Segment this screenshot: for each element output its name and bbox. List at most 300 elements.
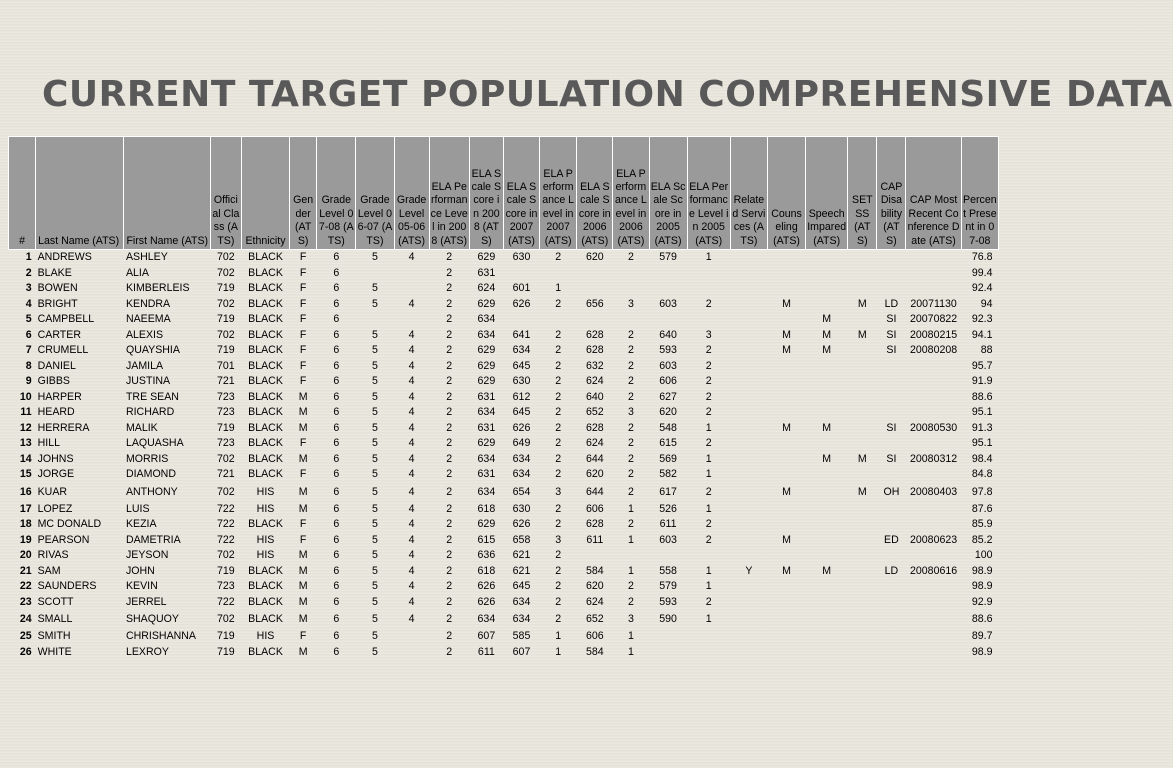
col-header[interactable]: ELA Scale Score in 2006 (ATS) [577,137,613,250]
table-cell-elaPL06: 1 [627,630,634,642]
col-header[interactable]: Counseling (ATS) [767,137,805,250]
table-cell-speech [806,374,848,390]
table-row[interactable] [9,610,999,629]
table-cell-pct: 76.8 [971,251,993,263]
table-cell-g0708: 6 [333,485,340,498]
table-cell-pct: 88 [980,344,993,356]
col-header[interactable]: ELA Performance Level in 2005 (ATS) [687,137,730,250]
slide-title: CURRENT TARGET POPULATION COMPREHENSIVE DATA [42,74,1173,115]
col-header[interactable]: Grade Level 06-07 (ATS) [356,137,394,250]
table-cell-g0607: 5 [371,282,378,294]
table-row[interactable] [9,645,999,661]
table-cell-related [730,502,767,518]
table-cell-capdate: 20071130 [910,297,957,310]
table-cell-related [730,343,767,359]
table-cell-elaSS08: 634 [477,452,496,465]
col-header[interactable]: Official Class (ATS) [210,137,241,250]
table-cell-elaSS07: 658 [512,533,531,546]
col-header[interactable]: ELA Scale Score in 2008 (ATS) [469,137,503,250]
table-cell-elaSS08: 634 [477,613,496,625]
table-cell-elaSS08: 615 [477,533,496,546]
table-cell-elaPL08: 2 [446,564,453,577]
table-cell-elaPL05: 1 [705,421,712,434]
table-cell-class: 722 [217,502,235,515]
table-cell-elaSS07: 645 [512,580,531,592]
col-header[interactable]: Grade Level 07-08 (ATS) [317,137,356,250]
table-cell-elaSS06: 656 [585,297,604,310]
table-cell-g0506: 4 [408,468,415,480]
table-cell-g0506: 4 [408,533,415,546]
table-cell-first: JERREL [125,595,167,608]
table-cell-elaSS07 [503,266,539,282]
table-cell-g0708: 6 [333,328,340,341]
table-cell-eth: BLACK [248,580,283,592]
table-cell-elaPL08: 2 [446,518,453,530]
table-cell-num: 6 [25,328,32,341]
table-cell-elaSS06: 640 [585,390,604,403]
table-cell-gender: F [299,328,307,341]
table-cell-elaSS05: 590 [659,613,677,625]
table-cell-elaPL05: 2 [705,359,712,372]
table-cell-gender: M [298,549,308,561]
table-cell-gender: F [299,518,307,530]
table-cell-gender: F [299,533,307,546]
table-cell-first: JOHN [125,564,155,577]
col-header[interactable]: Speech Impared (ATS) [806,137,848,250]
table-cell-first: ASHLEY [125,251,168,263]
table-cell-setss [848,266,877,282]
table-cell-num: 21 [19,564,32,577]
table-cell-capdate [906,374,961,390]
table-cell-g0708: 6 [333,313,340,325]
table-cell-elaPL07: 2 [555,564,562,577]
table-cell-elaSS08: 634 [477,313,496,325]
table-cell-elaPL08: 2 [446,595,453,608]
table-row[interactable] [9,312,999,328]
table-cell-couns [767,467,805,483]
table-cell-first: KEVIN [125,580,158,592]
table-cell-couns [767,595,805,611]
table-cell-elaSS08: 631 [477,421,496,434]
table-cell-elaSS05 [649,629,687,645]
table-cell-elaPL05 [687,645,730,661]
table-cell-couns [767,281,805,297]
table-cell-gender: M [298,564,308,577]
table-cell-g0607: 5 [371,549,378,561]
table-cell-elaSS06: 611 [586,533,604,546]
table-cell-last: PEARSON [37,533,90,546]
table-cell-setss [848,359,877,375]
table-row[interactable] [9,483,999,502]
col-header[interactable]: ELA Scale Score in 2007 (ATS) [503,137,539,250]
table-cell-related: Y [745,564,753,577]
table-cell-elaSS07: 621 [512,564,531,577]
table-cell-gender: M [298,645,308,658]
table-cell-last: BOWEN [37,282,78,294]
table-cell-pct: 94.1 [971,328,993,341]
table-cell-speech [806,436,848,452]
table-cell-first: JUSTINA [125,375,171,387]
table-cell-last: GIBBS [37,375,70,387]
table-cell-g0506: 4 [408,564,415,577]
table-cell-elaSS06: 628 [585,518,604,530]
table-row[interactable] [9,390,999,406]
table-cell-speech [806,266,848,282]
table-cell-speech [806,610,848,629]
table-cell-eth: BLACK [248,344,283,356]
table-cell-last: BRIGHT [37,297,78,310]
table-cell-elaSS08: 629 [477,297,496,310]
table-cell-g0708: 6 [333,344,340,356]
col-header[interactable]: Ethnicity [241,137,289,250]
table-cell-elaPL08: 2 [446,452,453,465]
table-cell-g0506: 4 [408,502,415,515]
table-cell-num: 1 [25,251,32,263]
table-row[interactable] [9,452,999,468]
table-cell-class: 702 [217,251,235,263]
table-cell-eth: HIS [256,485,275,498]
table-cell-setss [848,312,877,328]
table-cell-g0708: 6 [333,282,340,294]
table-row[interactable] [9,548,999,564]
table-cell-num: 25 [19,630,32,642]
col-header[interactable]: Grade Level 05-06 (ATS) [394,137,429,250]
col-header[interactable]: # [9,137,36,250]
table-cell-gender: F [299,313,307,325]
table-cell-elaSS06 [577,312,613,328]
table-cell-elaPL08: 2 [446,437,453,449]
table-row[interactable] [9,281,999,297]
table-cell-last: HARPER [37,390,82,403]
table-cell-elaPL06 [613,312,649,328]
table-cell-elaSS07: 634 [512,595,531,608]
table-cell-related [730,374,767,390]
table-cell-elaSS06: 652 [585,406,604,418]
table-cell-class: 702 [217,452,235,465]
table-cell-elaSS07: 607 [512,645,531,658]
table-cell-couns [767,359,805,375]
table-cell-class: 721 [217,468,235,480]
table-cell-eth: BLACK [248,313,283,325]
table-row[interactable] [9,266,999,282]
table-row[interactable] [9,564,999,580]
table-cell-speech [806,483,848,502]
table-cell-elaPL08: 2 [446,421,453,434]
table-cell-speech [806,467,848,483]
table-cell-elaPL05: 2 [705,297,712,310]
table-cell-g0506: 4 [408,251,415,263]
table-cell-speech [806,533,848,549]
table-cell-elaSS08: 629 [477,437,496,449]
table-cell-elaSS06: 632 [585,359,604,372]
table-cell-elaPL06: 2 [627,328,634,341]
table-cell-elaPL05: 2 [705,485,712,498]
table-cell-gender: F [299,630,307,642]
col-header[interactable]: First Name (ATS) [124,137,210,250]
table-cell-class: 701 [217,359,235,372]
table-cell-elaSS05: 548 [659,421,677,434]
table-cell-elaSS08: 629 [477,251,496,263]
col-header[interactable]: ELA Performance Level in 2008 (ATS) [429,137,469,250]
col-header[interactable]: Percent Present in 07-08 [961,137,998,250]
table-row[interactable] [9,297,999,313]
table-cell-g0506: 4 [408,390,415,403]
table-cell-elaSS08: 611 [477,645,495,658]
table-cell-g0708: 6 [333,518,340,530]
table-cell-gender: M [298,485,308,498]
table-cell-elaPL06: 1 [627,564,634,577]
table-cell-eth: BLACK [248,452,283,465]
table-row[interactable] [9,343,999,359]
table-cell-elaSS07: 626 [512,518,531,530]
table-row[interactable] [9,502,999,518]
table-cell-capdis [877,467,906,483]
table-cell-elaPL06: 1 [627,502,634,515]
table-cell-elaSS05: 526 [659,502,677,515]
table-cell-gender: F [299,344,307,356]
table-cell-num: 8 [25,359,32,372]
table-cell-elaPL06: 2 [627,375,634,387]
table-cell-g0506: 4 [408,375,415,387]
table-cell-setss: M [857,485,867,498]
table-cell-setss [848,595,877,611]
table-row[interactable] [9,405,999,421]
table-cell-capdis: SI [886,328,897,341]
table-cell-g0607 [356,312,394,328]
table-cell-couns [767,548,805,564]
table-cell-elaSS08: 629 [477,518,496,530]
table-cell-couns [767,390,805,406]
table-cell-capdate: 20080215 [910,328,958,341]
table-cell-related [730,421,767,437]
table-cell-g0708: 6 [333,375,340,387]
table-body [9,250,999,661]
table-cell-elaPL05: 2 [705,375,712,387]
table-cell-elaPL08: 2 [446,645,453,658]
table-cell-gender: M [298,595,308,608]
table-cell-g0607: 5 [371,406,378,418]
table-cell-elaPL08: 2 [446,533,453,546]
col-header[interactable]: ELA Performance Level in 2007 (ATS) [540,137,577,250]
table-cell-elaSS08: 634 [477,406,496,418]
table-cell-last: HERRERA [37,421,90,434]
table-cell-num: 3 [25,282,32,294]
table-cell-elaSS06 [577,266,613,282]
table-cell-elaSS06: 584 [585,645,604,658]
table-cell-pct: 98.9 [971,580,993,592]
table-cell-elaPL06: 2 [627,390,634,403]
table-cell-couns: M [782,297,791,310]
table-cell-capdis [877,266,906,282]
table-cell-capdis: SI [886,313,897,325]
table-cell-last: CARTER [37,328,81,341]
table-cell-elaSS05: 606 [659,375,677,387]
table-cell-elaSS06: 584 [585,564,604,577]
table-cell-gender: F [299,297,307,310]
table-cell-capdate: 20080616 [910,564,958,577]
table-cell-g0607: 5 [371,421,378,434]
table-cell-related [730,312,767,328]
table-row[interactable] [9,421,999,437]
table-cell-eth: BLACK [248,359,283,372]
table-cell-elaSS05: 615 [659,437,677,449]
table-cell-elaSS08: 631 [477,266,496,279]
table-row[interactable] [9,517,999,533]
table-cell-last: BLAKE [37,266,72,279]
table-cell-class: 702 [217,613,235,625]
table-cell-elaPL07: 3 [555,485,562,498]
table-cell-g0506: 4 [408,613,415,625]
table-cell-pct: 84.8 [971,468,993,480]
table-row[interactable] [9,579,999,595]
table-cell-first: DIAMOND [125,468,176,480]
table-cell-g0607: 5 [371,518,378,530]
table-cell-setss [848,467,877,483]
table-row[interactable] [9,467,999,483]
table-cell-related [730,452,767,468]
table-cell-class: 702 [217,549,235,561]
table-cell-num: 20 [19,549,32,561]
table-cell-g0506: 4 [408,580,415,592]
table-cell-class: 702 [217,328,235,341]
table-cell-elaPL07: 1 [555,645,562,658]
table-cell-g0506: 4 [408,595,415,608]
table-cell-last: SMITH [37,630,71,642]
col-header[interactable]: CAP Disability (ATS) [877,137,906,250]
table-cell-pct: 98.4 [971,452,993,465]
table-cell-g0708: 6 [333,630,340,642]
table-cell-elaSS06: 606 [585,630,604,642]
table-cell-elaPL06: 2 [627,251,634,263]
table-cell-related [730,595,767,611]
table-cell-g0506 [394,281,429,297]
table-cell-g0506: 4 [408,421,415,434]
table-cell-pct: 92.4 [971,282,993,294]
table-cell-eth: HIS [256,549,275,561]
table-cell-gender: M [298,613,308,625]
table-cell-elaSS05: 579 [659,251,677,263]
table-row[interactable] [9,250,999,266]
table-cell-speech [806,579,848,595]
col-header[interactable]: SETSS (ATS) [848,137,877,250]
table-cell-related [730,250,767,266]
table-cell-num: 13 [19,437,32,449]
table-cell-g0607: 5 [371,533,378,546]
table-cell-elaSS08: 634 [477,485,496,498]
table-row[interactable] [9,533,999,549]
table-row[interactable] [9,328,999,344]
table-cell-g0708: 6 [333,251,340,263]
table-cell-related [730,359,767,375]
table-cell-setss [848,436,877,452]
table-cell-couns [767,452,805,468]
table-cell-last: KUAR [37,485,68,498]
table-row[interactable] [9,436,999,452]
table-cell-num: 26 [19,645,32,658]
table-cell-couns [767,502,805,518]
table-cell-class: 719 [217,344,235,356]
table-cell-capdate [906,629,961,645]
table-cell-g0506: 4 [408,452,415,465]
table-cell-elaPL07: 3 [555,533,562,546]
col-header[interactable]: CAP Most Recent Conference Date (ATS) [906,137,961,250]
table-cell-elaPL05 [687,281,730,297]
table-cell-first: MORRIS [125,452,169,465]
table-cell-capdate: 20080312 [910,452,958,465]
table-row[interactable] [9,359,999,375]
table-cell-elaPL05: 2 [705,533,712,546]
table-cell-class: 723 [217,406,235,418]
table-cell-g0708: 6 [333,564,340,577]
table-cell-elaSS06 [577,281,613,297]
table-cell-capdate [906,595,961,611]
table-cell-num: 14 [19,452,32,465]
table-cell-couns: M [782,421,791,434]
table-cell-elaPL05: 2 [705,437,712,449]
table-cell-elaSS06: 644 [585,452,604,465]
col-header[interactable]: ELA Performance Level in 2006 (ATS) [613,137,649,250]
table-cell-elaSS05: 603 [659,533,677,546]
table-cell-elaPL05 [687,312,730,328]
table-row[interactable] [9,374,999,390]
table-cell-setss [848,629,877,645]
table-cell-gender: F [299,359,307,372]
table-cell-first: JEYSON [125,549,169,561]
table-cell-capdate [906,266,961,282]
table-row[interactable] [9,595,999,611]
table-cell-elaSS08: 629 [477,344,496,356]
table-cell-g0708: 6 [333,406,340,418]
table-cell-capdate: 20080623 [910,533,958,546]
table-cell-g0506: 4 [408,328,415,341]
col-header[interactable]: Last Name (ATS) [36,137,124,250]
table-cell-elaPL07: 1 [555,282,562,294]
col-header[interactable]: Gender (ATS) [290,137,317,250]
table-row[interactable] [9,629,999,645]
table-cell-num: 23 [19,595,32,608]
table-cell-last: SCOTT [37,595,74,608]
table-cell-class: 721 [217,375,235,387]
table-cell-elaPL06 [613,281,649,297]
table-cell-elaPL07: 2 [555,390,562,403]
table-cell-elaPL08: 2 [446,359,453,372]
table-cell-elaSS08: 624 [477,282,496,294]
table-cell-eth: BLACK [248,613,283,625]
table-cell-elaPL08: 2 [446,502,453,515]
col-header[interactable]: ELA Scale Score in 2005 (ATS) [649,137,687,250]
table-cell-g0506: 4 [408,344,415,356]
table-cell-elaSS05: 611 [659,518,677,530]
table-cell-elaSS05 [649,645,687,661]
table-cell-elaPL08: 2 [446,485,453,498]
table-cell-first: QUAYSHIA [125,344,180,356]
table-cell-class: 719 [217,313,235,325]
col-header[interactable]: Related Services (ATS) [730,137,767,250]
table-cell-elaSS07: 630 [512,251,531,263]
table-cell-elaSS08: 631 [477,390,496,403]
table-cell-capdate [906,281,961,297]
table-cell-elaSS07: 645 [512,359,531,372]
table-cell-related [730,645,767,661]
table-cell-last: CRUMELL [37,344,89,356]
table-cell-capdis [877,250,906,266]
table-cell-elaSS05: 627 [659,390,677,403]
table-cell-speech: M [822,564,832,577]
table-cell-class: 719 [217,421,235,434]
table-cell-elaPL08: 2 [446,297,453,310]
table-cell-elaSS05: 603 [659,297,677,310]
table-cell-g0708: 6 [333,359,340,372]
